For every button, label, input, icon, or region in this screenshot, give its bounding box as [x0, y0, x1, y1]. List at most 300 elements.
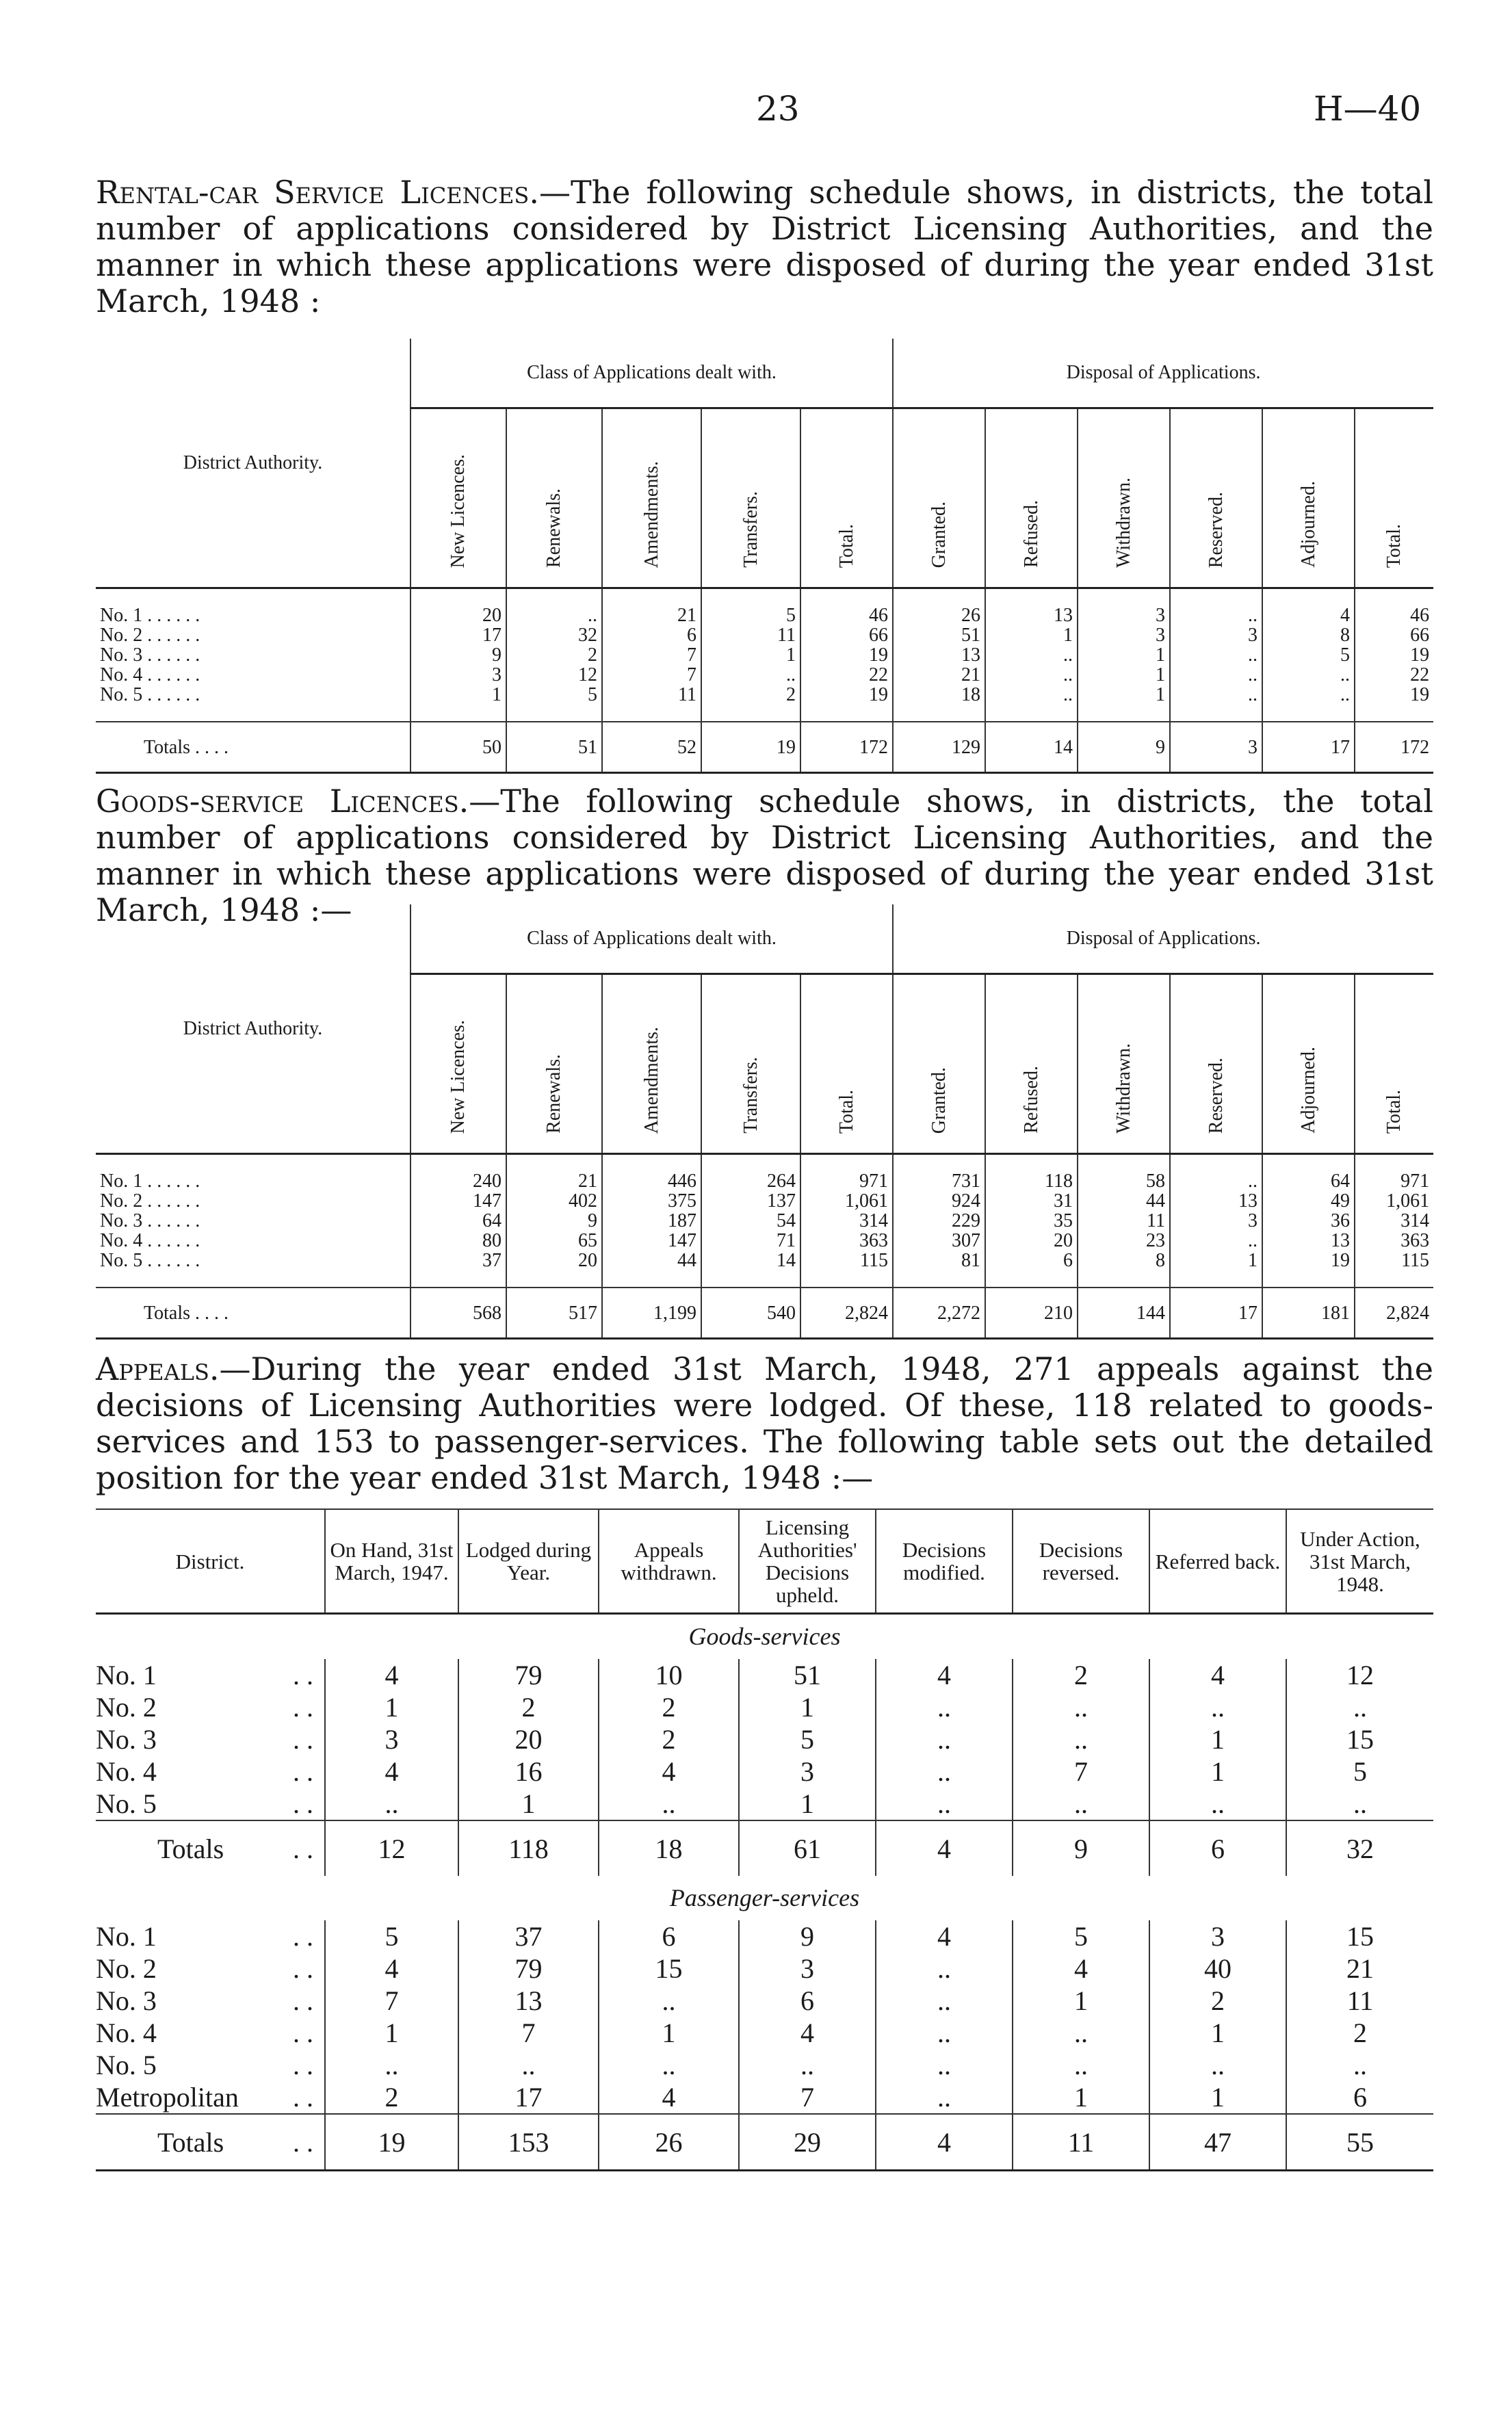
row-label: No. 3 . . . . . .	[100, 644, 200, 666]
column-header: Decisions reversed.	[1013, 1509, 1149, 1614]
totals-cell: 14	[985, 722, 1078, 773]
table-cell: 3	[1170, 1211, 1262, 1231]
column-header	[506, 408, 602, 588]
table-cell: 307	[893, 1231, 985, 1251]
table-cell: 7	[602, 665, 701, 685]
totals-cell: 144	[1078, 1288, 1170, 1339]
table-cell: 4	[325, 1755, 458, 1788]
table-cell: ..	[876, 2049, 1013, 2081]
table-cell: ..	[985, 665, 1078, 685]
column-header	[602, 408, 701, 588]
page-reference: H—40	[1314, 89, 1422, 129]
table-cell: ..	[1013, 1691, 1149, 1723]
table-cell: ..	[1170, 1154, 1262, 1192]
totals-cell: 2,272	[893, 1288, 985, 1339]
table-cell: 3	[1078, 588, 1170, 626]
column-header	[602, 974, 701, 1154]
totals-label: Totals . . . .	[96, 1288, 410, 1339]
totals-cell: 2,824	[800, 1288, 893, 1339]
table-cell: 1	[1078, 645, 1170, 665]
row-label-text: No. 2	[96, 1953, 157, 1984]
table-cell: 66	[800, 625, 893, 645]
table-cell: 1	[1013, 2081, 1149, 2114]
totals-cell: 19	[325, 2114, 458, 2171]
table-cell: 314	[800, 1211, 893, 1231]
table-cell: 5	[1262, 645, 1355, 665]
column-header	[1262, 408, 1355, 588]
totals-cell: 181	[1262, 1288, 1355, 1339]
leader-dots: . .	[293, 1833, 313, 1864]
row-label	[96, 1952, 325, 1985]
table-cell: 19	[1262, 1251, 1355, 1288]
column-header: Lodged during Year.	[458, 1509, 599, 1614]
column-header	[1170, 408, 1262, 588]
table-cell: 2	[325, 2081, 458, 2114]
table-cell: 4	[1262, 588, 1355, 626]
table-cell: 6	[1286, 2081, 1433, 2114]
table-cell: ..	[325, 1788, 458, 1820]
table-cell: 2	[1149, 1985, 1286, 2017]
table-cell: 11	[1078, 1211, 1170, 1231]
table-cell: 22	[1355, 665, 1433, 685]
section-heading: Goods-services	[688, 1623, 841, 1650]
table-row	[96, 1231, 1433, 1251]
table-cell: 7	[739, 2081, 876, 2114]
row-label: No. 2 . . . . . .	[100, 1190, 200, 1212]
totals-cell: 19	[701, 722, 800, 773]
table-cell: ..	[506, 588, 602, 626]
totals-cell: 2,824	[1355, 1288, 1433, 1339]
table-cell: 2	[458, 1691, 599, 1723]
table-row	[96, 1154, 1433, 1192]
table-cell: 1	[1078, 685, 1170, 722]
table-cell: ..	[1170, 645, 1262, 665]
class-group-header: Class of Applications dealt with.	[410, 339, 893, 408]
table-cell: ..	[1013, 1788, 1149, 1820]
table-cell: 1	[325, 2017, 458, 2049]
totals-label-text: Totals	[157, 1833, 224, 1864]
column-header-label: Reserved.	[1205, 1057, 1227, 1134]
table-cell: 13	[985, 588, 1078, 626]
table-cell: 3	[739, 1755, 876, 1788]
leader-dots: . .	[293, 1985, 313, 2016]
table-cell: 2	[701, 685, 800, 722]
table-cell: ..	[1262, 685, 1355, 722]
table-cell: 4	[1149, 1659, 1286, 1691]
table-cell: 4	[876, 1920, 1013, 1952]
column-header-label: Total.	[1383, 523, 1405, 568]
table-cell: 20	[506, 1251, 602, 1288]
table-cell: 1	[1149, 2017, 1286, 2049]
column-header-label: Withdrawn.	[1112, 478, 1134, 568]
row-label-text: No. 3	[96, 1985, 157, 2016]
table-cell: ..	[876, 1755, 1013, 1788]
table-cell: ..	[1262, 665, 1355, 685]
totals-label	[96, 1820, 325, 1876]
table-cell: 64	[1262, 1154, 1355, 1192]
totals-cell: 50	[410, 722, 506, 773]
table-cell: 4	[876, 1659, 1013, 1691]
table-cell: 1	[1170, 1251, 1262, 1288]
page-header	[0, 89, 1512, 130]
disposal-group-header: Disposal of Applications.	[893, 339, 1433, 408]
column-header	[506, 974, 602, 1154]
table-cell: 20	[410, 588, 506, 626]
column-header-label: Amendments.	[640, 460, 662, 568]
section-heading: Passenger-services	[669, 1884, 860, 1911]
row-label-text: No. 4	[96, 1756, 157, 1787]
row-label-text: No. 2	[96, 1692, 157, 1723]
row-label-text: No. 3	[96, 1724, 157, 1755]
row-label: No. 5 . . . . . .	[100, 1250, 200, 1271]
table-row	[96, 2049, 1433, 2081]
table-cell: 314	[1355, 1211, 1433, 1231]
table-cell: 12	[506, 665, 602, 685]
rental-table	[96, 339, 1433, 774]
table-cell: 971	[1355, 1154, 1433, 1192]
row-label	[96, 2081, 325, 2114]
column-header	[1170, 974, 1262, 1154]
totals-cell: 18	[599, 1820, 739, 1876]
table-cell: 1	[410, 685, 506, 722]
table-cell: 264	[701, 1154, 800, 1192]
totals-row	[96, 2114, 1433, 2171]
table-cell: 12	[1286, 1659, 1433, 1691]
table-cell: 14	[701, 1251, 800, 1288]
table-cell: 11	[701, 625, 800, 645]
table-cell: 44	[602, 1251, 701, 1288]
table-cell: 11	[1286, 1985, 1433, 2017]
table-row	[96, 1191, 1433, 1211]
table-cell: 1	[739, 1788, 876, 1820]
column-header	[985, 974, 1078, 1154]
totals-cell: 118	[458, 1820, 599, 1876]
column-header-label: Refused.	[1020, 1066, 1042, 1134]
table-cell: 17	[410, 625, 506, 645]
row-label: No. 1 . . . . . .	[100, 1171, 200, 1192]
table-cell: ..	[876, 1691, 1013, 1723]
totals-cell: 1,199	[602, 1288, 701, 1339]
column-header-label: Adjourned.	[1297, 1047, 1319, 1134]
table-cell: 51	[739, 1659, 876, 1691]
table-cell: 15	[1286, 1920, 1433, 1952]
row-label-text: No. 1	[96, 1660, 157, 1690]
table-cell: ..	[1286, 2049, 1433, 2081]
table-cell: 23	[1078, 1231, 1170, 1251]
table-cell: ..	[599, 2049, 739, 2081]
column-header: Under Action, 31st March, 1948.	[1286, 1509, 1433, 1614]
table-row	[96, 1755, 1433, 1788]
table-cell: 147	[410, 1191, 506, 1211]
table-cell: 4	[599, 2081, 739, 2114]
column-header	[893, 974, 985, 1154]
table-cell: ..	[1286, 1691, 1433, 1723]
section-heading-row	[96, 1614, 1433, 1660]
appeals-table	[96, 1508, 1433, 2171]
totals-cell: 12	[325, 1820, 458, 1876]
table-cell: 21	[893, 665, 985, 685]
table-cell: 2	[1286, 2017, 1433, 2049]
table-row	[96, 1211, 1433, 1231]
totals-row	[96, 722, 1433, 773]
table-cell: 7	[1013, 1755, 1149, 1788]
table-cell: 9	[506, 1211, 602, 1231]
row-label: No. 3 . . . . . .	[100, 1210, 200, 1231]
table-cell: 44	[1078, 1191, 1170, 1211]
goods-table	[96, 904, 1433, 1340]
table-row	[96, 1985, 1433, 2017]
column-header	[893, 408, 985, 588]
table-cell: 115	[1355, 1251, 1433, 1288]
table-cell: 3	[1149, 1920, 1286, 1952]
table-cell: 13	[893, 645, 985, 665]
leader-dots: . .	[293, 2082, 313, 2113]
leader-dots: . .	[293, 1921, 313, 1952]
leader-dots: . .	[293, 1724, 313, 1755]
table-cell: ..	[985, 645, 1078, 665]
table-cell: ..	[1170, 588, 1262, 626]
column-header	[1078, 408, 1170, 588]
table-cell: 1	[1149, 1723, 1286, 1755]
row-label-text: No. 5	[96, 1788, 157, 1819]
table-cell: 3	[739, 1952, 876, 1985]
table-cell: 51	[893, 625, 985, 645]
table-cell: ..	[876, 1788, 1013, 1820]
totals-label	[96, 2114, 325, 2171]
table-cell: 46	[1355, 588, 1433, 626]
totals-cell: 9	[1013, 1820, 1149, 1876]
column-header-label: Transfers.	[740, 491, 761, 568]
row-label-text: Metropolitan	[96, 2082, 239, 2113]
table-row	[96, 1952, 1433, 1985]
table-cell: 5	[739, 1723, 876, 1755]
table-cell: ..	[1149, 2049, 1286, 2081]
class-group-header: Class of Applications dealt with.	[410, 904, 893, 974]
column-header	[1355, 408, 1433, 588]
table-row	[96, 1659, 1433, 1691]
totals-cell: 9	[1078, 722, 1170, 773]
row-label: No. 4 . . . . . .	[100, 1230, 200, 1251]
totals-cell: 4	[876, 2114, 1013, 2171]
table-cell: 15	[599, 1952, 739, 1985]
totals-cell: 47	[1149, 2114, 1286, 2171]
column-header-label: Transfers.	[740, 1057, 761, 1134]
column-header-label: Total.	[1383, 1089, 1405, 1134]
table-cell: 4	[739, 2017, 876, 2049]
totals-label: Totals . . . .	[96, 722, 410, 773]
column-header-label: Granted.	[928, 501, 950, 568]
table-cell: ..	[876, 2017, 1013, 2049]
totals-cell: 172	[1355, 722, 1433, 773]
table-cell: ..	[876, 1723, 1013, 1755]
table-cell: 18	[893, 685, 985, 722]
table-cell: 6	[739, 1985, 876, 2017]
totals-cell: 210	[985, 1288, 1078, 1339]
leader-dots: . .	[293, 1692, 313, 1723]
totals-cell: 17	[1170, 1288, 1262, 1339]
table-row	[96, 1788, 1433, 1820]
totals-cell: 6	[1149, 1820, 1286, 1876]
table-cell: 13	[1170, 1191, 1262, 1211]
table-cell: 32	[506, 625, 602, 645]
column-header-label: New Licences.	[447, 454, 469, 568]
table-cell: 10	[599, 1659, 739, 1691]
table-cell: 115	[800, 1251, 893, 1288]
totals-cell: 51	[506, 722, 602, 773]
table-cell: ..	[1170, 665, 1262, 685]
column-header: Referred back.	[1149, 1509, 1286, 1614]
table-cell: 19	[800, 645, 893, 665]
table-cell: 363	[800, 1231, 893, 1251]
column-header	[410, 408, 506, 588]
table-cell: 21	[506, 1154, 602, 1192]
column-header: Decisions modified.	[876, 1509, 1013, 1614]
table-cell: 7	[602, 645, 701, 665]
table-cell: 1	[1149, 2081, 1286, 2114]
table-cell: 363	[1355, 1231, 1433, 1251]
totals-cell: 3	[1170, 722, 1262, 773]
table-cell: 31	[985, 1191, 1078, 1211]
totals-row	[96, 1288, 1433, 1339]
column-header	[985, 408, 1078, 588]
column-header	[1078, 974, 1170, 1154]
table-cell: 5	[1013, 1920, 1149, 1952]
table-cell: 3	[410, 665, 506, 685]
row-label: No. 5 . . . . . .	[100, 684, 200, 705]
totals-cell: 61	[739, 1820, 876, 1876]
rental-paragraph	[96, 174, 1433, 319]
table-cell: 21	[1286, 1952, 1433, 1985]
column-header: District.	[96, 1509, 325, 1614]
totals-cell: 517	[506, 1288, 602, 1339]
row-label	[96, 2017, 325, 2049]
row-label: No. 4 . . . . . .	[100, 664, 200, 685]
column-header-label: Renewals.	[543, 1054, 564, 1134]
table-cell: ..	[739, 2049, 876, 2081]
table-cell: 1,061	[800, 1191, 893, 1211]
table-cell: 36	[1262, 1211, 1355, 1231]
totals-cell: 153	[458, 2114, 599, 2171]
table-cell: 20	[458, 1723, 599, 1755]
column-header: Licensing Authorities' Decisions upheld.	[739, 1509, 876, 1614]
table-cell: ..	[876, 1985, 1013, 2017]
table-cell: ..	[701, 665, 800, 685]
table-cell: 13	[1262, 1231, 1355, 1251]
totals-cell: 172	[800, 722, 893, 773]
table-cell: 7	[458, 2017, 599, 2049]
table-cell: 22	[800, 665, 893, 685]
table-cell: 37	[458, 1920, 599, 1952]
table-cell: ..	[1013, 2017, 1149, 2049]
table-cell: 1	[985, 625, 1078, 645]
table-cell: 240	[410, 1154, 506, 1192]
row-label	[96, 1755, 325, 1788]
table-cell: 4	[1013, 1952, 1149, 1985]
table-cell: 375	[602, 1191, 701, 1211]
table-cell: 1	[1078, 665, 1170, 685]
column-header	[800, 974, 893, 1154]
leader-dots: . .	[293, 1953, 313, 1984]
table-cell: 8	[1262, 625, 1355, 645]
table-cell: 1	[325, 1691, 458, 1723]
page-number: 23	[756, 89, 800, 129]
totals-cell: 568	[410, 1288, 506, 1339]
table-row	[96, 665, 1433, 685]
column-header	[701, 974, 800, 1154]
table-cell: 1	[1013, 1985, 1149, 2017]
table-cell: 446	[602, 1154, 701, 1192]
row-label	[96, 2049, 325, 2081]
table-cell: 71	[701, 1231, 800, 1251]
row-label	[96, 1920, 325, 1952]
totals-cell: 17	[1262, 722, 1355, 773]
rental-text: —The following schedule shows, in districts, the total number of applications considered by District Licensing Authorities, and the manner in which these applications were disposed of during the year ended 31st March, 1948 :	[96, 174, 1433, 319]
appeals-heading: Appeals.	[96, 1350, 220, 1387]
table-cell: 19	[1355, 685, 1433, 722]
table-cell: 16	[458, 1755, 599, 1788]
district-authority-header: District Authority.	[96, 904, 410, 1154]
table-cell: 4	[325, 1659, 458, 1691]
table-cell: ..	[325, 2049, 458, 2081]
totals-cell: 29	[739, 2114, 876, 2171]
table-cell: 35	[985, 1211, 1078, 1231]
totals-cell: 129	[893, 722, 985, 773]
table-cell: 731	[893, 1154, 985, 1192]
leader-dots: . .	[293, 1788, 313, 1819]
table-cell: 118	[985, 1154, 1078, 1192]
appeals-text: —During the year ended 31st March, 1948, 271 appeals against the decisions of Licensing Authorities were lodged. Of these, 118 related to goods-services and 153 to passenger-services. The following table sets out the detailed position for the year ended 31st March, 1948 :—	[96, 1350, 1433, 1496]
column-header-label: Reserved.	[1205, 491, 1227, 568]
table-cell: 65	[506, 1231, 602, 1251]
table-cell: 1	[701, 645, 800, 665]
leader-dots: . .	[293, 1756, 313, 1787]
column-header	[410, 974, 506, 1154]
column-header-label: Total.	[835, 523, 857, 568]
table-cell: 137	[701, 1191, 800, 1211]
table-cell: 2	[506, 645, 602, 665]
table-cell: 19	[1355, 645, 1433, 665]
column-header: Appeals withdrawn.	[599, 1509, 739, 1614]
table-cell: 4	[325, 1952, 458, 1985]
table-row	[96, 588, 1433, 626]
totals-cell: 32	[1286, 1820, 1433, 1876]
table-cell: ..	[1170, 685, 1262, 722]
row-label	[96, 1691, 325, 1723]
table-cell: 971	[800, 1154, 893, 1192]
totals-cell: 52	[602, 722, 701, 773]
row-label	[96, 1659, 325, 1691]
table-cell: 7	[325, 1985, 458, 2017]
table-cell: 49	[1262, 1191, 1355, 1211]
totals-row	[96, 1820, 1433, 1876]
column-header	[800, 408, 893, 588]
column-header-label: Withdrawn.	[1112, 1043, 1134, 1134]
column-header	[1262, 974, 1355, 1154]
totals-cell: 4	[876, 1820, 1013, 1876]
table-row	[96, 1920, 1433, 1952]
table-cell: 6	[602, 625, 701, 645]
table-cell: 64	[410, 1211, 506, 1231]
leader-dots: . .	[293, 2050, 313, 2080]
table-cell: 6	[599, 1920, 739, 1952]
table-cell: 11	[602, 685, 701, 722]
table-cell: 2	[599, 1723, 739, 1755]
table-cell: 229	[893, 1211, 985, 1231]
table-cell: 79	[458, 1659, 599, 1691]
table-cell: 80	[410, 1231, 506, 1251]
table-row	[96, 625, 1433, 645]
table-cell: ..	[985, 685, 1078, 722]
